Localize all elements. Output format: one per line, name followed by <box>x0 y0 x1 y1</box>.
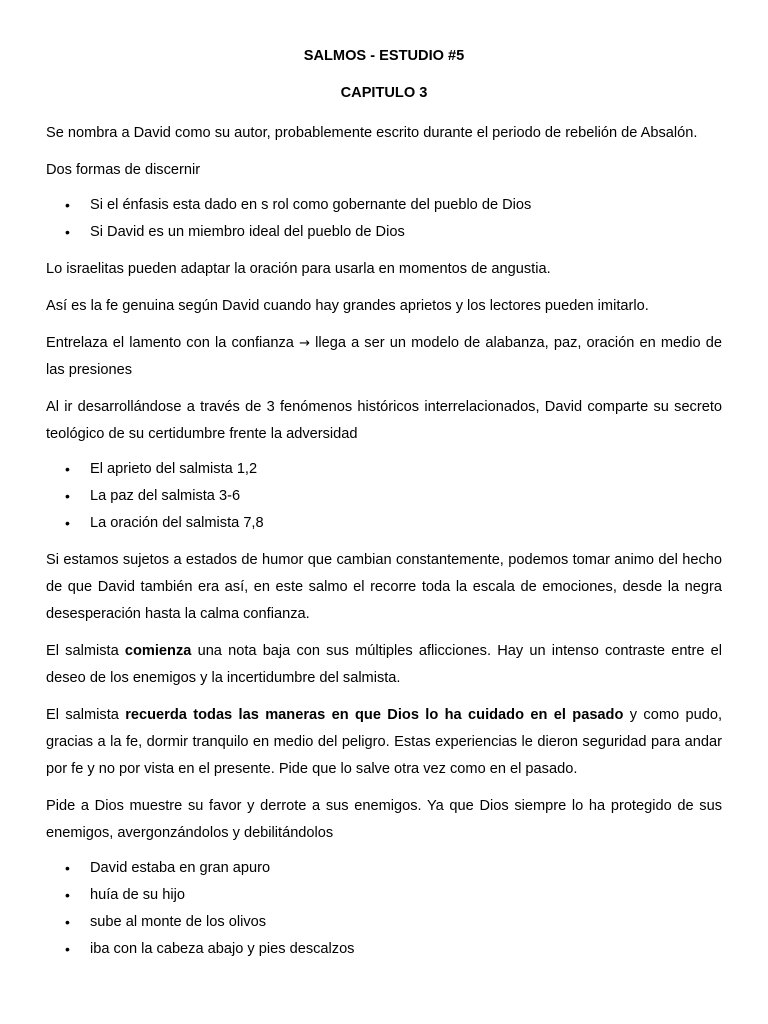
paragraph-authorship: Se nombra a David como su autor, probablemente escrito durante el periodo de rebelión de Absalón. <box>46 125 698 141</box>
document-title: SALMOS - ESTUDIO #5 <box>303 48 465 64</box>
list-item <box>46 483 722 510</box>
bullet-icon: • <box>65 197 70 213</box>
list-item-text: La paz del salmista 3-6 <box>90 488 241 504</box>
list-item-text: El aprieto del salmista 1,2 <box>90 461 258 477</box>
bullet-icon: • <box>65 515 70 531</box>
list-item-text: La oración del salmista 7,8 <box>90 515 264 531</box>
remembers-bold-text: recuerda todas las maneras en que Dios lo ha cuidado en el pasado <box>125 707 624 723</box>
bullet-icon: • <box>65 224 70 240</box>
remembers-text-start: El salmista <box>46 707 126 723</box>
bullet-icon: • <box>65 860 70 876</box>
list-item <box>46 510 722 537</box>
chapter-heading: CAPITULO 3 <box>340 85 428 101</box>
list-item-text: Si el énfasis esta dado en s rol como gobernante del pueblo de Dios <box>90 197 532 213</box>
phenomena-list <box>46 456 722 537</box>
remembers-text-end: y como pudo, gracias a la fe, dormir tranquilo en medio del peligro. Estas experiencias le dieron seguridad para andar por fe y no por vista en el presente. Pide que lo salve otra vez como en el pasado. <box>46 707 722 777</box>
bullet-icon: • <box>65 488 70 504</box>
paragraph-begins <box>46 638 722 692</box>
paragraph-israelites: Lo israelitas pueden adaptar la oración para usarla en momentos de angustia. <box>46 261 551 277</box>
paragraph-discern: Dos formas de discernir <box>46 162 201 178</box>
list-item-text: Si David es un miembro ideal del pueblo de Dios <box>90 224 405 240</box>
lament-text-end: llega a ser un modelo de alabanza, paz, oración en medio de las presiones <box>46 335 722 378</box>
begins-bold-text: comienza <box>124 643 192 659</box>
list-item-text: sube al monte de los olivos <box>90 914 267 930</box>
list-item <box>46 882 722 909</box>
paragraph-phenomena: Al ir desarrollándose a través de 3 fenómenos históricos interrelacionados, David comparte su secreto teológico de su certidumbre frente la adversidad <box>46 399 722 442</box>
paragraph-moods: Si estamos sujetos a estados de humor que cambian constantemente, podemos tomar animo del hecho de que David también era así, en este salmo el recorre toda la escala de emociones, desde la negra desesperación hasta la calma confianza. <box>46 552 722 622</box>
list-item <box>46 219 722 246</box>
right-arrow-icon: → <box>299 336 310 351</box>
begins-text-start: El salmista <box>46 643 125 659</box>
bullet-icon: • <box>65 887 70 903</box>
bullet-icon: • <box>65 914 70 930</box>
list-item-text: David estaba en gran apuro <box>90 860 271 876</box>
list-item <box>46 936 722 963</box>
lament-text-start: Entrelaza el lamento con la confianza <box>46 335 294 351</box>
paragraph-remembers <box>46 702 722 783</box>
begins-text-end: una nota baja con sus múltiples aflicciones. Hay un intenso contraste entre el deseo de los enemigos y la incertidumbre del salmista. <box>46 643 723 686</box>
bullet-icon: • <box>65 941 70 957</box>
list-item <box>46 456 722 483</box>
paragraph-favor: Pide a Dios muestre su favor y derrote a sus enemigos. Ya que Dios siempre lo ha protegido de sus enemigos, avergonzándolos y debilitándolos <box>46 798 722 841</box>
bullet-icon: • <box>65 461 70 477</box>
list-item <box>46 855 722 882</box>
paragraph-lament <box>46 330 722 384</box>
paragraph-genuine-faith: Así es la fe genuina según David cuando hay grandes aprietos y los lectores pueden imitarlo. <box>46 298 649 314</box>
david-list <box>46 855 722 963</box>
list-item-text: huía de su hijo <box>90 887 185 903</box>
list-item <box>46 192 722 219</box>
list-item-text: iba con la cabeza abajo y pies descalzos <box>90 941 355 957</box>
list-item <box>46 909 722 936</box>
discern-list <box>46 192 722 246</box>
